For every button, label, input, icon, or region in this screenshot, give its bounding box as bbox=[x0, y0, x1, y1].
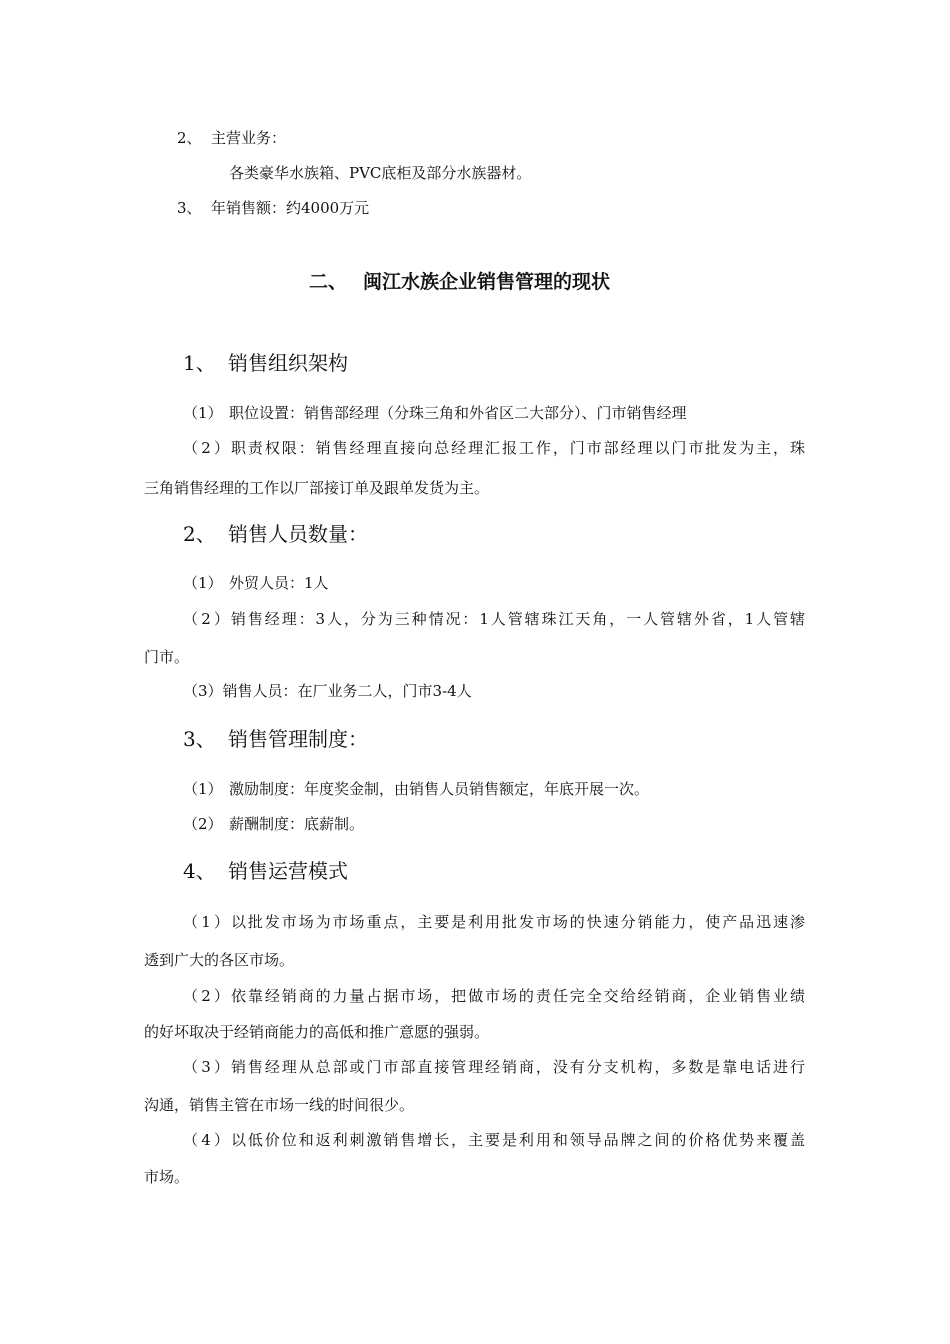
subsection-number: 3、 bbox=[183, 727, 216, 751]
paragraph-number: （3） bbox=[183, 1058, 229, 1076]
list-item bbox=[177, 128, 286, 148]
paragraph-continuation: 透到广大的各区市场。 bbox=[144, 951, 295, 969]
paragraph: （3）销售人员：在厂业务二人，门市3-4人 bbox=[183, 682, 472, 700]
subsection-title: 销售人员数量： bbox=[228, 522, 368, 546]
item-number: 2、 bbox=[177, 129, 202, 147]
item-detail: 各类豪华水族箱、PVC底柜及部分水族器材。 bbox=[229, 164, 532, 182]
paragraph-continuation: 的好坏取决于经销商能力的高低和推广意愿的强弱。 bbox=[144, 1023, 490, 1041]
paragraph bbox=[183, 814, 364, 834]
paragraph-text: 依靠经销商的力量占据市场，把做市场的责任完全交给经销商，企业销售业绩 bbox=[229, 987, 805, 1005]
paragraph bbox=[183, 1057, 805, 1077]
paragraph-text: 薪酬制度：底薪制。 bbox=[229, 815, 365, 833]
paragraph bbox=[183, 573, 329, 593]
paragraph bbox=[183, 1130, 805, 1150]
paragraph-number: （2） bbox=[183, 987, 229, 1005]
subsection-number: 2、 bbox=[183, 522, 216, 546]
subsection-heading bbox=[183, 521, 368, 547]
paragraph-text: 以低价位和返利刺激销售增长，主要是利用和领导品牌之间的价格优势来覆盖 bbox=[229, 1131, 805, 1149]
section-title: 闽江水族企业销售管理的现状 bbox=[363, 271, 611, 293]
paragraph-continuation: 门市。 bbox=[144, 648, 190, 666]
subsection-number: 1、 bbox=[183, 351, 216, 375]
paragraph-text: 激励制度：年度奖金制，由销售人员销售额定，年底开展一次。 bbox=[229, 780, 650, 798]
paragraph-number: （1） bbox=[183, 913, 229, 931]
paragraph-text: 职位设置：销售部经理（分珠三角和外省区二大部分）、门市销售经理 bbox=[229, 404, 687, 422]
paragraph-continuation: 沟通，销售主管在市场一线的时间很少。 bbox=[144, 1096, 415, 1114]
subsection-heading bbox=[183, 858, 348, 884]
item-label: 主营业务： bbox=[211, 129, 287, 147]
paragraph-number: （2） bbox=[183, 815, 223, 833]
paragraph-number: （1） bbox=[183, 404, 223, 422]
item-label: 年销售额：约4000万元 bbox=[211, 199, 370, 217]
paragraph-continuation: 市场。 bbox=[144, 1168, 190, 1186]
paragraph-text: 销售经理：3人，分为三种情况：1人管辖珠江天角，一人管辖外省，1人管辖 bbox=[229, 610, 805, 628]
paragraph-text: 职责权限：销售经理直接向总经理汇报工作，门市部经理以门市批发为主，珠 bbox=[229, 439, 805, 457]
subsection-number: 4、 bbox=[183, 859, 216, 883]
subsection-heading bbox=[183, 350, 348, 376]
paragraph bbox=[183, 986, 805, 1006]
list-item bbox=[177, 198, 369, 218]
subsection-title: 销售运营模式 bbox=[228, 859, 348, 883]
paragraph-number: （2） bbox=[183, 610, 229, 628]
paragraph bbox=[183, 403, 687, 423]
paragraph-continuation: 三角销售经理的工作以厂部接订单及跟单发货为主。 bbox=[144, 479, 490, 497]
paragraph bbox=[183, 779, 649, 799]
section-heading bbox=[309, 270, 610, 294]
subsection-title: 销售组织架构 bbox=[228, 351, 348, 375]
paragraph-number: （2） bbox=[183, 439, 229, 457]
paragraph-text: 外贸人员：1人 bbox=[229, 574, 329, 592]
paragraph bbox=[183, 438, 805, 458]
subsection-title: 销售管理制度： bbox=[228, 727, 368, 751]
paragraph-number: （4） bbox=[183, 1131, 229, 1149]
paragraph bbox=[183, 609, 805, 629]
paragraph-number: （1） bbox=[183, 780, 223, 798]
paragraph-number: （1） bbox=[183, 574, 223, 592]
item-number: 3、 bbox=[177, 199, 202, 217]
subsection-heading bbox=[183, 726, 368, 752]
section-number: 二、 bbox=[309, 271, 348, 293]
paragraph bbox=[183, 912, 805, 932]
paragraph-text: 以批发市场为市场重点，主要是利用批发市场的快速分销能力，使产品迅速渗 bbox=[229, 913, 805, 931]
paragraph-text: 销售经理从总部或门市部直接管理经销商，没有分支机构，多数是靠电话进行 bbox=[229, 1058, 805, 1076]
